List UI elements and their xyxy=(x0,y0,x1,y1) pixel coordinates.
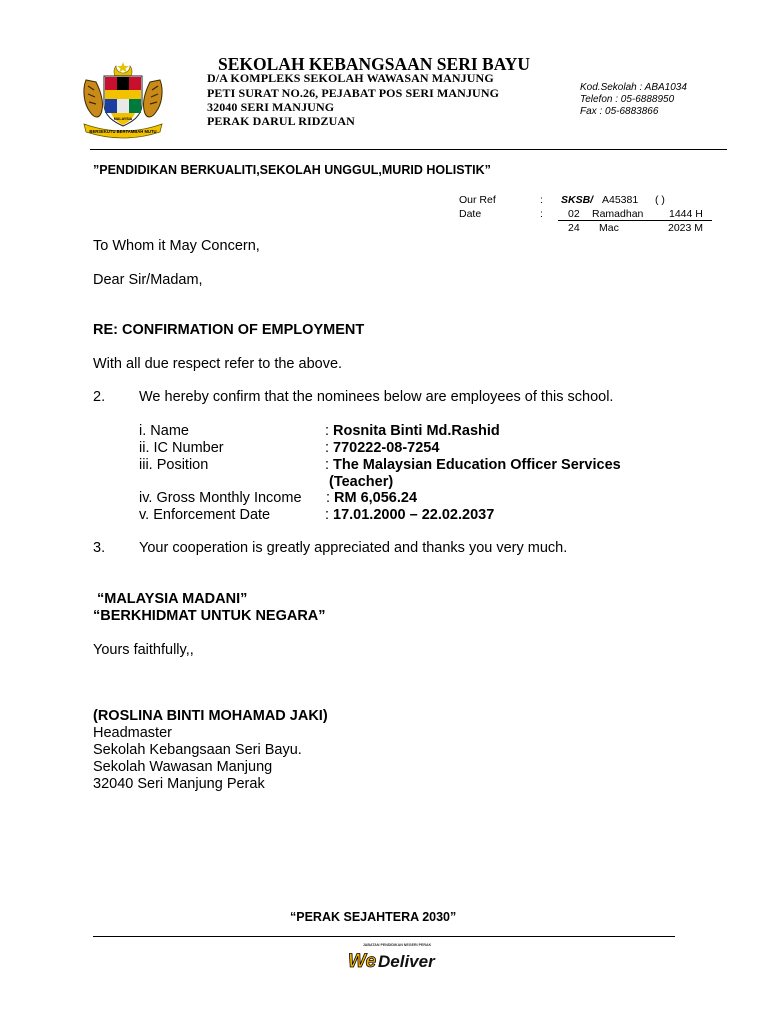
detail-label-name: i. Name xyxy=(139,423,189,439)
our-ref-label: Our Ref xyxy=(459,194,496,206)
logo-word-deliver: Deliver xyxy=(378,952,435,971)
our-ref-number: A45381 xyxy=(602,194,639,206)
letterhead-divider xyxy=(90,149,727,150)
detail-colon: : xyxy=(325,457,330,473)
hijri-month: Ramadhan xyxy=(592,208,644,220)
address-line-4: PERAK DARUL RIDZUAN xyxy=(207,114,355,128)
school-name: SEKOLAH KEBANGSAAN SERI BAYU xyxy=(218,54,531,74)
hijri-day: 02 xyxy=(568,208,580,220)
school-code: Kod.Sekolah : ABA1034 xyxy=(580,82,687,93)
signatory-address-3: 32040 Seri Manjung Perak xyxy=(93,776,265,792)
detail-value-enforcement: 17.01.2000 – 22.02.2037 xyxy=(333,507,495,523)
logo-caption: JABATAN PENDIDIKAN NEGERI PERAK xyxy=(362,943,432,947)
date-colon: : xyxy=(540,208,543,220)
signatory-name: (ROSLINA BINTI MOHAMAD JAKI) xyxy=(93,708,328,724)
signatory-address-2: Sekolah Wawasan Manjung xyxy=(93,759,273,775)
detail-colon: : xyxy=(325,423,330,439)
detail-colon: : xyxy=(325,507,330,523)
salutation-dear: Dear Sir/Madam, xyxy=(93,272,203,288)
gregorian-day: 24 xyxy=(568,222,580,234)
detail-value-name: Rosnita Binti Md.Rashid xyxy=(333,423,500,439)
letter-subject: RE: CONFIRMATION OF EMPLOYMENT xyxy=(93,322,365,338)
detail-colon: : xyxy=(325,440,330,456)
date-label: Date xyxy=(459,208,482,220)
our-ref-suffix: ( ) xyxy=(655,194,665,206)
salutation-whom: To Whom it May Concern, xyxy=(93,238,260,254)
school-phone: Telefon : 05-6888950 xyxy=(580,94,675,105)
slogan-malaysia-madani: “MALAYSIA MADANI” xyxy=(97,591,248,607)
gregorian-year: 2023 M xyxy=(668,222,704,234)
detail-value-income: RM 6,056.24 xyxy=(334,490,418,506)
school-tagline: ”PENDIDIKAN BERKUALITI,SEKOLAH UNGGUL,MURID HOLISTIK” xyxy=(93,163,491,177)
our-ref-prefix: SKSB/ xyxy=(561,194,594,206)
detail-label-ic: ii. IC Number xyxy=(139,440,224,456)
logo-word-we: We xyxy=(348,951,377,971)
signatory-title: Headmaster xyxy=(93,725,172,741)
detail-label-enforcement: v. Enforcement Date xyxy=(139,507,271,523)
crest-label: MALAYSIA xyxy=(113,117,133,121)
address-line-3: 32040 SERI MANJUNG xyxy=(207,100,335,114)
para-3-number: 3. xyxy=(93,540,106,556)
school-fax: Fax : 05-6883866 xyxy=(580,106,659,117)
our-ref-colon: : xyxy=(540,194,543,206)
address-line-1: D/A KOMPLEKS SEKOLAH WAWASAN MANJUNG xyxy=(207,71,494,85)
we-deliver-logo xyxy=(346,941,448,971)
para-3-text: Your cooperation is greatly appreciated and thanks you very much. xyxy=(139,540,568,556)
coat-of-arms-crest xyxy=(80,60,166,140)
detail-label-income: iv. Gross Monthly Income xyxy=(139,490,302,506)
detail-colon: : xyxy=(326,490,331,506)
slogan-berkhidmat: “BERKHIDMAT UNTUK NEGARA” xyxy=(93,608,326,624)
para-2-text: We hereby confirm that the nominees below are employees of this school. xyxy=(139,389,614,405)
detail-value-position: The Malaysian Education Officer Services xyxy=(333,457,621,473)
address-line-2: PETI SURAT NO.26, PEJABAT POS SERI MANJUNG xyxy=(207,86,500,100)
para-2-number: 2. xyxy=(93,389,106,405)
closing-line: Yours faithfully,, xyxy=(93,642,194,658)
signatory-address-1: Sekolah Kebangsaan Seri Bayu. xyxy=(93,742,302,758)
footer-divider xyxy=(93,936,675,937)
hijri-year: 1444 H xyxy=(669,208,703,220)
detail-value-ic: 770222-08-7254 xyxy=(333,440,440,456)
detail-label-position: iii. Position xyxy=(139,457,209,473)
detail-value-position-2: (Teacher) xyxy=(329,474,394,490)
intro-paragraph: With all due respect refer to the above. xyxy=(93,356,343,372)
date-divider xyxy=(558,220,712,221)
gregorian-month: Mac xyxy=(599,222,619,234)
crest-motto: BERSEKUTU BERTAMBAH MUTU xyxy=(89,129,157,134)
footer-slogan: “PERAK SEJAHTERA 2030” xyxy=(290,910,457,924)
